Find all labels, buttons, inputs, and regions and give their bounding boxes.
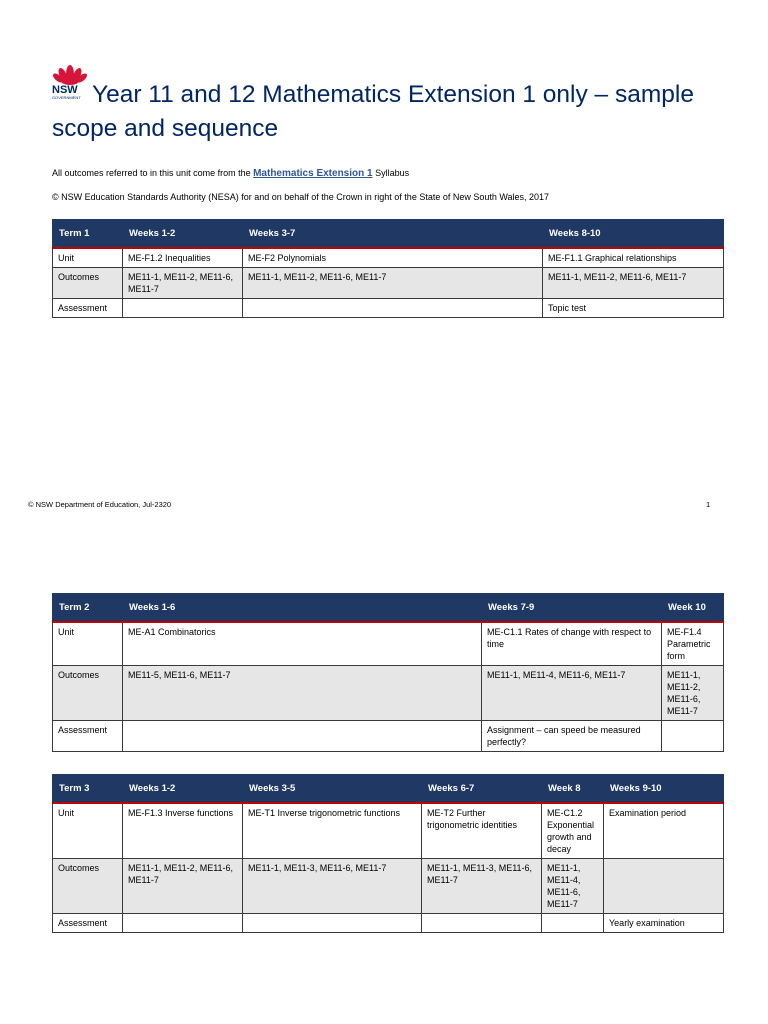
table-cell: ME-F1.4 Parametric form — [662, 622, 724, 666]
syllabus-link[interactable]: Mathematics Extension 1 — [253, 168, 373, 179]
table-row-assessment — [53, 721, 724, 752]
table-header-row — [53, 775, 724, 804]
table-row-assessment — [53, 914, 724, 933]
table-row-unit — [53, 248, 724, 268]
table-row-outcomes — [53, 268, 724, 299]
table-cell: ME-C1.2 Exponential growth and decay — [542, 803, 604, 859]
copyright-notice: © NSW Education Standards Authority (NESA) for and on behalf of the Crown in right of the State of New South Wales, 2017 — [52, 192, 550, 202]
table-cell — [662, 721, 724, 752]
footer-copyright: © NSW Department of Education, Jul-2320 — [28, 500, 172, 509]
row-label: Unit — [53, 803, 123, 859]
header-weeks: Weeks 1-2 — [123, 775, 243, 804]
intro-before: All outcomes referred to in this unit come from the — [52, 168, 254, 178]
table-row-assessment — [53, 299, 724, 318]
table-cell: ME-F2 Polynomials — [243, 248, 543, 268]
logo-text: NSW — [52, 84, 78, 96]
table-cell: ME-F1.3 Inverse functions — [123, 803, 243, 859]
table-cell: ME-T2 Further trigonometric identities — [422, 803, 542, 859]
row-label: Assessment — [53, 914, 123, 933]
row-label: Outcomes — [53, 268, 123, 299]
header-weeks: Weeks 6-7 — [422, 775, 542, 804]
table-cell: ME-F1.2 Inequalities — [123, 248, 243, 268]
table-cell: ME-T1 Inverse trigonometric functions — [243, 803, 422, 859]
table-row-outcomes — [53, 666, 724, 721]
table-cell: ME11-1, ME11-2, ME11-6, ME11-7 — [243, 268, 543, 299]
header-weeks: Weeks 8-10 — [543, 220, 724, 249]
row-label: Unit — [53, 622, 123, 666]
table-header-row — [53, 220, 724, 249]
term-2-table — [52, 593, 724, 752]
header-weeks: Week 10 — [662, 594, 724, 623]
header-weeks: Weeks 7-9 — [482, 594, 662, 623]
header-term: Term 1 — [53, 220, 123, 249]
table-cell — [604, 859, 724, 914]
header-weeks: Weeks 1-2 — [123, 220, 243, 249]
table-cell — [243, 299, 543, 318]
term-3-table — [52, 774, 724, 933]
row-label: Assessment — [53, 721, 123, 752]
row-label: Outcomes — [53, 859, 123, 914]
table-cell — [422, 914, 542, 933]
table-cell: ME11-1, ME11-2, ME11-6, ME11-7 — [543, 268, 724, 299]
table-cell: ME11-1, ME11-4, ME11-6, ME11-7 — [482, 666, 662, 721]
table-cell: ME11-1, ME11-2, ME11-6, ME11-7 — [662, 666, 724, 721]
table-cell — [123, 721, 482, 752]
page-title: Year 11 and 12 Mathematics Extension 1 only – sample scope and sequence — [52, 81, 694, 142]
table-row-unit — [53, 803, 724, 859]
table-cell: ME-A1 Combinatorics — [123, 622, 482, 666]
table-cell: Assignment – can speed be measured perfectly? — [482, 721, 662, 752]
table-cell: ME11-5, ME11-6, ME11-7 — [123, 666, 482, 721]
table-cell — [123, 914, 243, 933]
table-cell: ME11-1, ME11-3, ME11-6, ME11-7 — [243, 859, 422, 914]
table-cell — [123, 299, 243, 318]
table-cell — [243, 914, 422, 933]
page-number: 1 — [706, 500, 711, 509]
table-cell: ME11-1, ME11-3, ME11-6, ME11-7 — [422, 859, 542, 914]
table-cell: ME11-1, ME11-2, ME11-6, ME11-7 — [123, 268, 243, 299]
header-weeks: Week 8 — [542, 775, 604, 804]
table-cell: ME-F1.1 Graphical relationships — [543, 248, 724, 268]
row-label: Outcomes — [53, 666, 123, 721]
header-weeks: Weeks 1-6 — [123, 594, 482, 623]
table-cell: Examination period — [604, 803, 724, 859]
row-label: Unit — [53, 248, 123, 268]
term-1-table — [52, 219, 724, 318]
table-header-row — [53, 594, 724, 623]
intro-text — [52, 167, 409, 180]
table-cell: ME11-1, ME11-2, ME11-6, ME11-7 — [123, 859, 243, 914]
header-term: Term 3 — [53, 775, 123, 804]
logo-subtext: GOVERNMENT — [52, 95, 81, 100]
row-label: Assessment — [53, 299, 123, 318]
header-weeks: Weeks 3-7 — [243, 220, 543, 249]
table-cell: Topic test — [543, 299, 724, 318]
table-cell — [542, 914, 604, 933]
header-weeks: Weeks 3-5 — [243, 775, 422, 804]
header-term: Term 2 — [53, 594, 123, 623]
table-row-unit — [53, 622, 724, 666]
table-cell: ME11-1, ME11-4, ME11-6, ME11-7 — [542, 859, 604, 914]
header-weeks: Weeks 9-10 — [604, 775, 724, 804]
intro-after: Syllabus — [372, 168, 410, 178]
table-cell: ME-C1.1 Rates of change with respect to time — [482, 622, 662, 666]
table-cell: Yearly examination — [604, 914, 724, 933]
table-row-outcomes — [53, 859, 724, 914]
